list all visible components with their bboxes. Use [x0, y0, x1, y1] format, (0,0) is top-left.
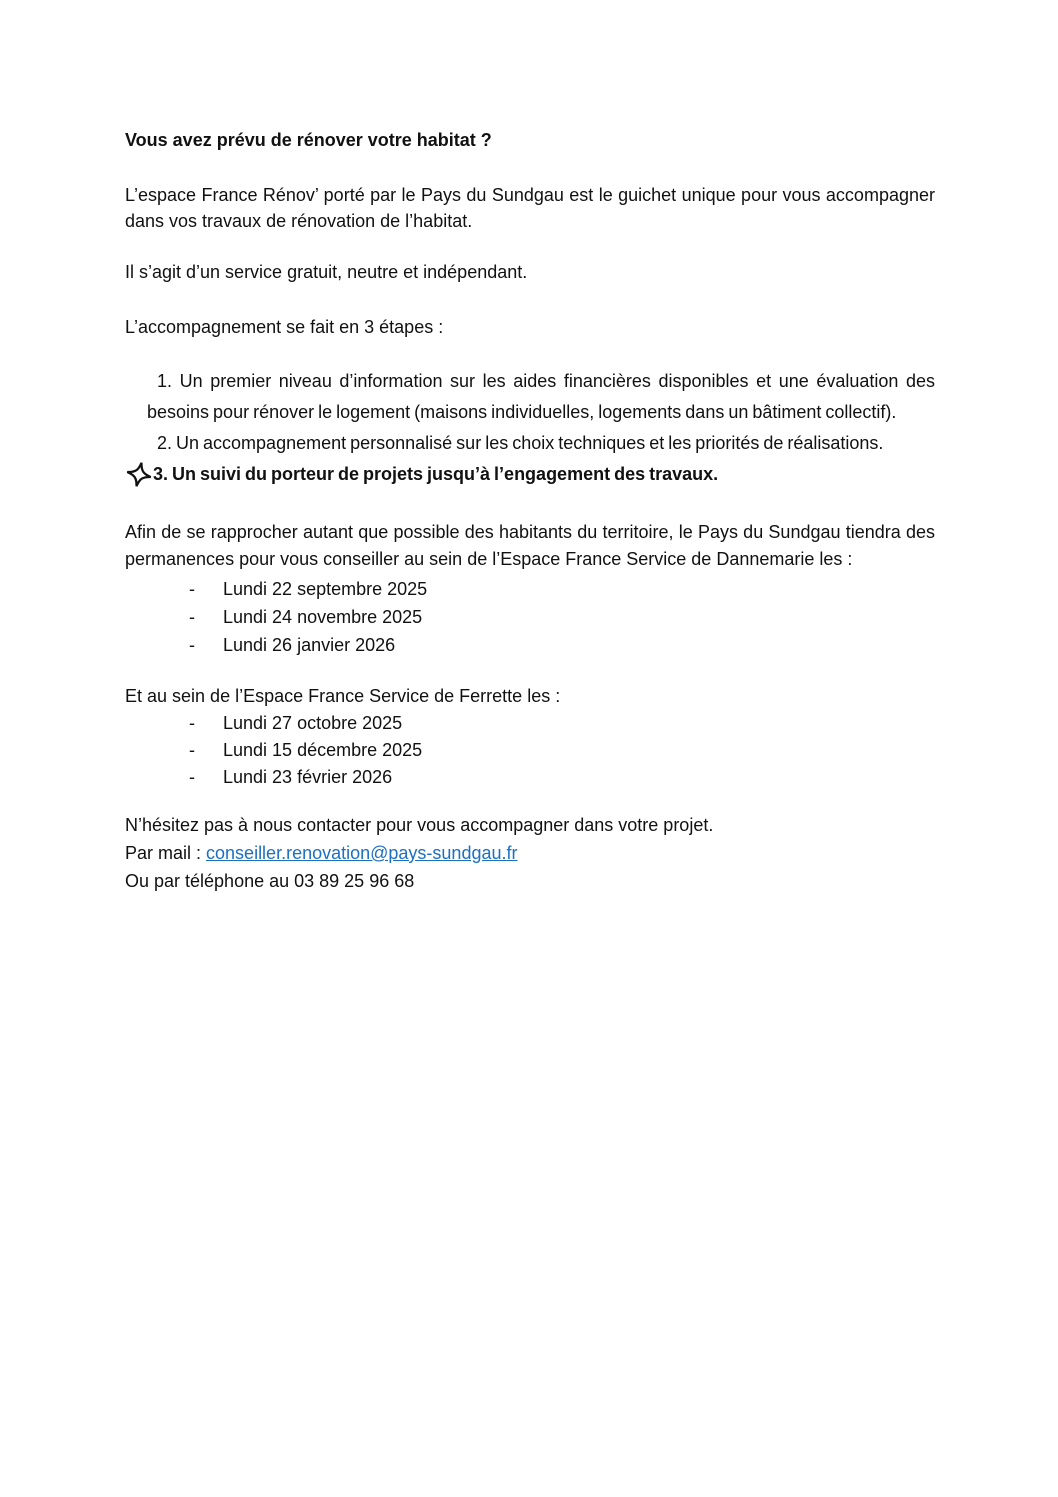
page-title: Vous avez prévu de rénover votre habitat ? — [125, 130, 492, 150]
list-item — [125, 710, 935, 737]
ferrette-dates-list — [125, 710, 935, 791]
dannemarie-intro-paragraph: Afin de se rapprocher autant que possible des habitants du territoire, le Pays du Sundgau tiendra des permanences pour vous conseiller au sein de l’Espace France Service de Dannemarie les : — [125, 522, 935, 569]
contact-phone-line: Ou par téléphone au 03 89 25 96 68 — [125, 871, 415, 891]
steps-intro-paragraph: L’accompagnement se fait en 3 étapes : — [125, 317, 444, 337]
intro-paragraph: L’espace France Rénov’ porté par le Pays du Sundgau est le guichet unique pour vous accompagner dans vos travaux de rénovation de l’habitat. — [125, 185, 935, 231]
dash-bullet: - — [189, 579, 195, 599]
contact-mail-line — [125, 839, 935, 867]
step-number: 3. — [153, 464, 169, 484]
step-text: Un accompagnement personnalisé sur les choix techniques et les priorités de réalisations. — [172, 433, 884, 453]
date-text: Lundi 24 novembre 2025 — [223, 607, 423, 627]
service-note-paragraph: Il s’agit d’un service gratuit, neutre et indépendant. — [125, 262, 528, 282]
dash-bullet: - — [189, 767, 195, 787]
step-number: 1. — [157, 371, 173, 391]
date-text: Lundi 15 décembre 2025 — [223, 740, 423, 760]
list-item — [125, 428, 935, 459]
step-text: Un suivi du porteur de projets jusqu’à l’engagement des travaux. — [168, 464, 719, 484]
date-text: Lundi 23 février 2026 — [223, 767, 393, 787]
date-text: Lundi 27 octobre 2025 — [223, 713, 403, 733]
dash-bullet: - — [189, 607, 195, 627]
list-item — [125, 459, 935, 490]
contact-section — [125, 811, 935, 895]
list-item — [125, 631, 935, 659]
dash-bullet: - — [189, 713, 195, 733]
list-item — [125, 603, 935, 631]
date-text: Lundi 22 septembre 2025 — [223, 579, 428, 599]
dannemarie-dates-list — [125, 575, 935, 659]
four-pointed-star-icon — [126, 462, 152, 487]
list-item — [125, 764, 935, 791]
list-item — [125, 366, 935, 428]
date-text: Lundi 26 janvier 2026 — [223, 635, 396, 655]
list-item — [125, 737, 935, 764]
step-text: Un premier niveau d’information sur les aides financières disponibles et une évaluation des besoins pour rénover le logement (maisons individuelles, logements dans un bâtiment collectif). — [147, 371, 935, 422]
email-link[interactable]: conseiller.renovation@pays-sundgau.fr — [206, 843, 518, 863]
dash-bullet: - — [189, 740, 195, 760]
list-item — [125, 575, 935, 603]
contact-line: N’hésitez pas à nous contacter pour vous accompagner dans votre projet. — [125, 815, 714, 835]
ferrette-intro-paragraph: Et au sein de l’Espace France Service de Ferrette les : — [125, 686, 561, 706]
steps-list — [125, 366, 935, 490]
step-number: 2. — [157, 433, 173, 453]
dash-bullet: - — [189, 635, 195, 655]
mail-label: Par mail : — [125, 843, 207, 863]
